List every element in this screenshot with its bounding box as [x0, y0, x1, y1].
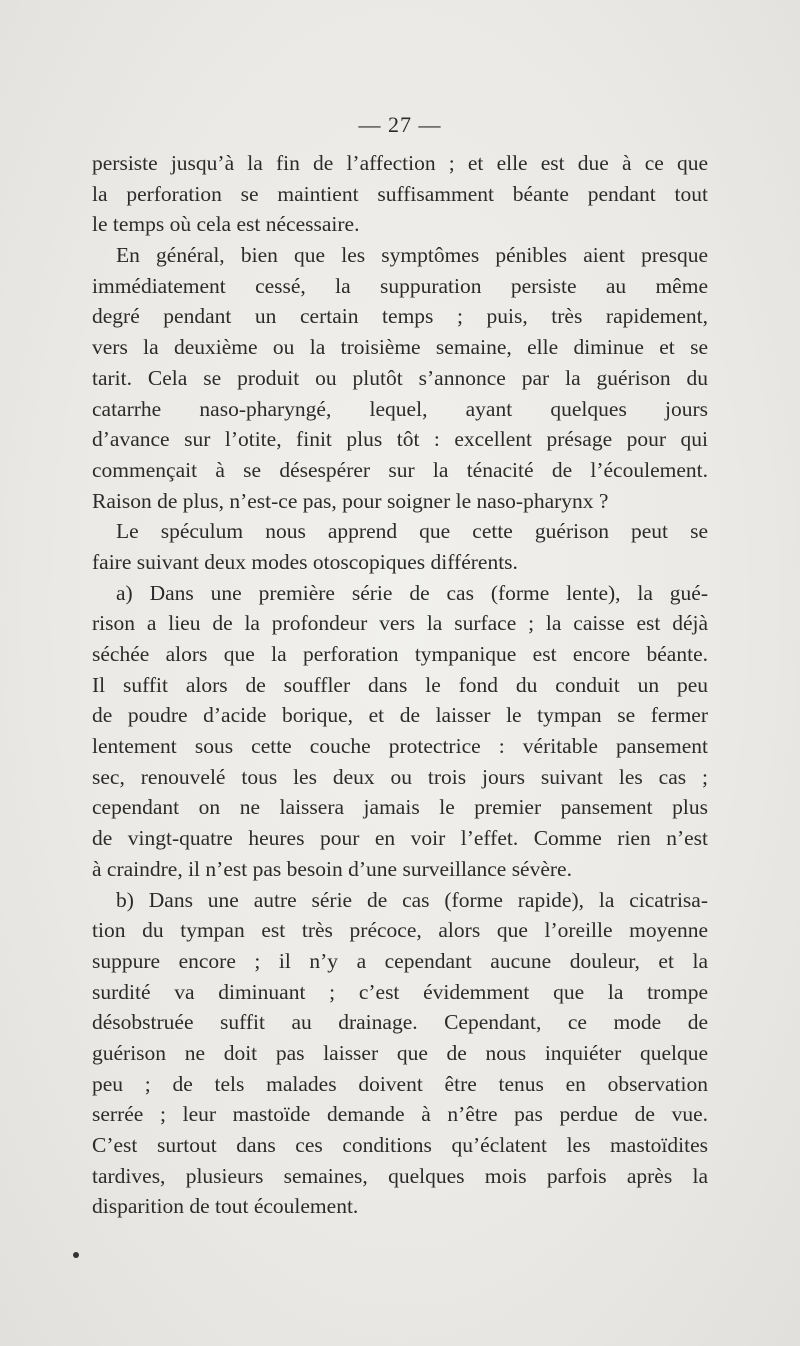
text-line: lentement sous cette couche protectrice : véritable pansement	[92, 734, 708, 759]
text-line: désobstruée suffit au drainage. Cependant, ce mode de	[92, 1010, 708, 1035]
text-line: rison a lieu de la profondeur vers la surface ; la caisse est déjà	[92, 611, 708, 636]
text-line: de poudre d’acide borique, et de laisser le tympan se fermer	[92, 703, 708, 728]
text-line: tion du tympan est très précoce, alors que l’oreille moyenne	[92, 918, 708, 943]
text-line: séchée alors que la perforation tympanique est encore béante.	[92, 642, 708, 666]
text-line: persiste jusqu’à la fin de l’affection ; et elle est due à ce que	[92, 151, 708, 175]
text-line: degré pendant un certain temps ; puis, très rapidement,	[92, 304, 708, 329]
text-line: d’avance sur l’otite, finit plus tôt : excellent présage pour qui	[92, 427, 708, 452]
text-line: guérison ne doit pas laisser que de nous inquiéter quelque	[92, 1040, 708, 1065]
text-line: Le spéculum nous apprend que cette guérison peut se	[116, 519, 708, 544]
text-line: catarrhe naso-pharyngé, lequel, ayant quelques jours	[92, 396, 708, 421]
text-line: Raison de plus, n’est-ce pas, pour soigner le naso-pharynx ?	[92, 488, 609, 513]
text-line: sec, renouvelé tous les deux ou trois jours suivant les cas ;	[92, 764, 708, 789]
text-line: suppure encore ; il n’y a cependant aucune douleur, et la	[92, 948, 708, 973]
text-line: a) Dans une première série de cas (forme lente), la gué-	[116, 580, 708, 605]
body-text	[92, 148, 708, 1222]
ink-dot	[73, 1252, 79, 1258]
text-line: immédiatement cessé, la suppuration persiste au même	[92, 273, 708, 298]
text-line: la perforation se maintient suffisamment béante pendant tout	[92, 181, 708, 206]
text-line: tarit. Cela se produit ou plutôt s’annonce par la guérison du	[92, 365, 708, 390]
text-line: Il suffit alors de souffler dans le fond du conduit un peu	[92, 672, 708, 697]
text-line: cependant on ne laissera jamais le premier pansement plus	[92, 795, 708, 820]
text-line: vers la deuxième ou la troisième semaine, elle diminue et se	[92, 335, 708, 360]
text-line: le temps où cela est nécessaire.	[92, 212, 360, 237]
text-line: faire suivant deux modes otoscopiques différents.	[92, 549, 518, 574]
text-line: tardives, plusieurs semaines, quelques mois parfois après la	[92, 1163, 708, 1188]
text-line: commençait à se désespérer sur la ténacité de l’écoulement.	[92, 457, 708, 482]
text-line: surdité va diminuant ; c’est évidemment que la trompe	[92, 979, 708, 1004]
text-line: disparition de tout écoulement.	[92, 1194, 359, 1219]
text-line: de vingt-quatre heures pour en voir l’effet. Comme rien n’est	[92, 826, 708, 851]
text-line: C’est surtout dans ces conditions qu’éclatent les mastoïdites	[92, 1133, 708, 1157]
text-line: b) Dans une autre série de cas (forme rapide), la cicatrisa-	[116, 887, 708, 912]
text-line: serrée ; leur mastoïde demande à n’être pas perdue de vue.	[92, 1102, 708, 1127]
text-line: à craindre, il n’est pas besoin d’une surveillance sévère.	[92, 856, 572, 881]
text-line: En général, bien que les symptômes pénibles aient presque	[116, 243, 708, 268]
text-line: peu ; de tels malades doivent être tenus en observation	[92, 1071, 708, 1096]
page-number: — 27 —	[358, 112, 442, 137]
